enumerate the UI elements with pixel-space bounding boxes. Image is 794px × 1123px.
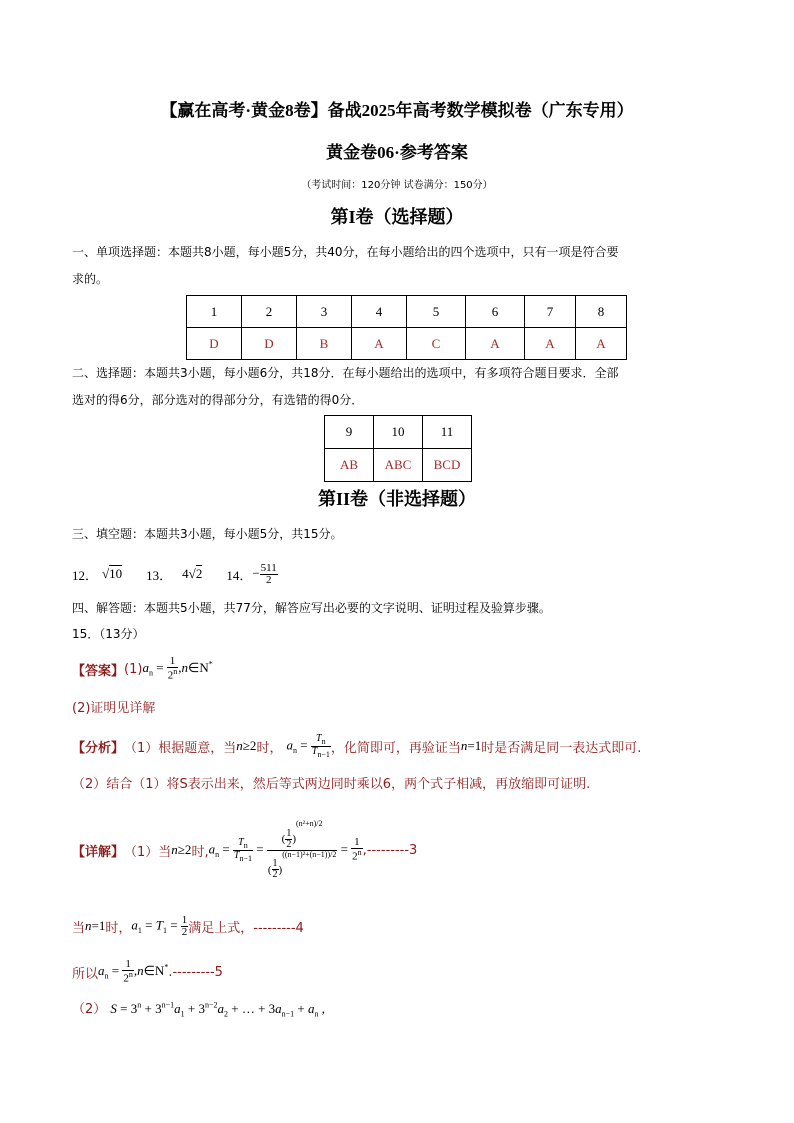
answer-table-multiple-choice: [324, 415, 472, 482]
section3-instructions: 三、填空题：本题共3小题，每小题5分，共15分。: [72, 527, 343, 541]
section2-instructions-line2: 选对的得6分，部分选对的得部分分，有选错的得0分．: [72, 393, 364, 407]
exam-info: （考试时间：120分钟 试卷满分：150分）: [301, 180, 493, 191]
answer-table-single-choice: [186, 295, 627, 360]
table1-number-7: 7: [525, 296, 576, 328]
section4-instructions: 四、解答题：本题共5小题，共77分，解答应写出必要的文字说明、证明过程及验算步骤。: [72, 601, 551, 615]
analysis-tag: 【分析】: [72, 740, 125, 756]
table2-answer-1: AB: [325, 449, 374, 482]
table1-number-1: 1: [187, 296, 242, 328]
part1-heading: 第I卷（选择题）: [330, 207, 464, 227]
table1-answer-7: A: [525, 328, 576, 360]
q13-answer: 4√2: [182, 566, 203, 581]
analysis-line1: 【分析】 （1）根据题意，当 n≥2 时， $a_n$ = $\frac{T_n}{T_{n-1}}$ ，化简即可，再验证当 n=1 时是否满足同一表达式即可.: [72, 732, 642, 759]
table2-number-1: 9: [325, 416, 374, 449]
table1-answer-2: D: [242, 328, 297, 360]
table1-number-3: 3: [297, 296, 352, 328]
section1-instructions-line1: 一、单项选择题：本题共8小题，每小题5分，共40分，在每小题给出的四个选项中，只有一项是符合要: [72, 245, 619, 259]
document-title: 【赢在高考·黄金8卷】备战2025年高考数学模拟卷（广东专用）: [160, 101, 634, 120]
table1-number-5: 5: [407, 296, 466, 328]
q12-label: 12．: [72, 567, 99, 583]
q14-answer: − $\frac{511}{2}$: [252, 561, 277, 586]
part2-heading: 第II卷（非选择题）: [317, 489, 476, 509]
table1-number-8: 8: [576, 296, 627, 328]
detail-line-n1: 当 n=1 时， $a_1 = T_1$ = $\frac{1}{2}$ 满足上式，---------4: [72, 913, 304, 938]
q14-label: 14．: [226, 567, 253, 583]
table1-answer-1: D: [187, 328, 242, 360]
q13-label: 13．: [146, 567, 173, 583]
table2-answer-3: BCD: [423, 449, 472, 482]
section1-instructions-line2: 求的。: [72, 272, 109, 286]
detail-line-2: （2） $S = 3^n + 3^{n-1}a_1 + 3^{n-2}a_2$ + … + $3a_{n-1} + a_n$ ,: [72, 1000, 326, 1019]
document-subtitle: 黄金卷06·参考答案: [326, 143, 468, 162]
table2-answer-2: ABC: [374, 449, 423, 482]
detail-line1: 【详解】 （1）当 n≥2 时, $a_n$ = $\frac{T_n}{T_{n-1}}$ = ( $\frac{1}{2}$ )$^{(n^2+n)/2}$ ( $\frac{1}{2}$ )$^{((n-1)^2+(n-1))/2}$ = $\frac{1}{2^n}$ ,---------3: [72, 818, 418, 881]
fill-in-answers: [72, 556, 278, 592]
q15-label: 15．（13分）: [72, 627, 145, 641]
table1-answer-3: B: [297, 328, 352, 360]
table1-answer-5: C: [407, 328, 466, 360]
q12-answer: √10: [102, 566, 123, 581]
answer-part1-label: (1): [124, 661, 143, 677]
table1-answer-4: A: [352, 328, 407, 360]
table1-number-4: 4: [352, 296, 407, 328]
detail-tag: 【详解】: [72, 844, 125, 860]
detail-line-so: 所以 $a_n$ = $\frac{1}{2^n}$ ,n∈N* .---------5: [72, 958, 223, 985]
table1-answer-6: A: [466, 328, 525, 360]
answer-tag: 【答案】: [72, 663, 125, 679]
table1-number-6: 6: [466, 296, 525, 328]
section2-instructions-line1: 二、选择题：本题共3小题，每小题6分，共18分．在每小题给出的选项中，有多项符合题目要求．全部: [72, 366, 619, 380]
table2-number-2: 10: [374, 416, 423, 449]
table2-number-3: 11: [423, 416, 472, 449]
table1-number-2: 2: [242, 296, 297, 328]
answer-line: [72, 652, 213, 686]
table1-answer-8: A: [576, 328, 627, 360]
analysis-line2: （2）结合（1）将S表示出来，然后等式两边同时乘以6，两个式子相减，再放缩即可证明.: [72, 777, 591, 792]
answer-formula: $a_n$ = $\frac{1}{2^n}$ ,n∈N*: [142, 655, 213, 682]
answer-part2: (2)证明见详解: [72, 701, 156, 716]
